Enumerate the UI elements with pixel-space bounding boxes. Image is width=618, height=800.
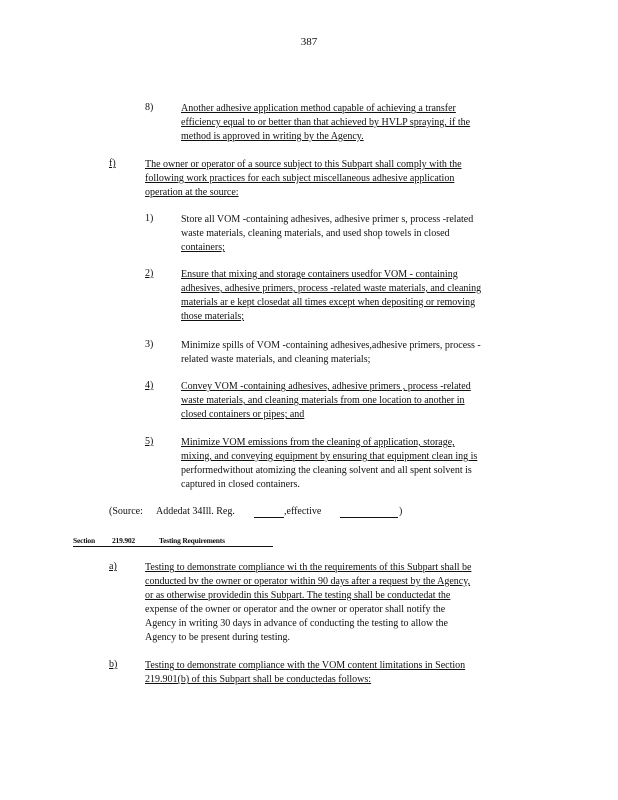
text-line: mixing, and conveying equipment by ensuring that equipment clean ing is: [181, 451, 478, 462]
text-line: Minimize spills of VOM -containing adhesives,adhesive primers, process -: [181, 340, 481, 351]
text-line: operation at the source:: [145, 187, 239, 198]
subitem-1-label: 1): [145, 213, 154, 224]
text-line: Ensure that mixing and storage containers usedfor VOM - containing: [181, 269, 458, 280]
text-line: containers;: [181, 242, 225, 253]
section-heading-rule: [73, 546, 273, 547]
source-added: Addedat 34Ill. Reg.: [156, 506, 235, 517]
text-line: captured in closed containers.: [181, 479, 300, 490]
text-line: Minimize VOM emissions from the cleaning of application, storage,: [181, 437, 455, 448]
text-line: Convey VOM -containing adhesives, adhesive primers , process -related: [181, 381, 471, 392]
text-line: 219.901(b) of this Subpart shall be conductedas follows:: [145, 674, 372, 685]
text-line: Agency to be present during testing.: [145, 632, 290, 643]
text-line: method is approved in writing by the Agency.: [181, 131, 364, 142]
text-line: efficiency equal to or better than that achieved by HVLP spraying, if the: [181, 117, 471, 128]
subitem-3-text: [181, 339, 536, 367]
text-line: materials ar e kept closedat all times except when depositing or removing: [181, 297, 476, 308]
subitem-4-text: [181, 380, 536, 422]
subitem-5-label: 5): [145, 436, 154, 447]
item-f-text: [145, 158, 535, 200]
text-line: Testing to demonstrate compliance wi th the requirements of this Subpart shall be: [145, 562, 472, 573]
date-blank: [254, 507, 284, 518]
source-close: ): [399, 506, 403, 517]
text-line: Another adhesive application method capable of achieving a transfer: [181, 103, 456, 114]
source-prefix: (Source:: [109, 506, 143, 517]
subitem-2-label: 2): [145, 268, 154, 279]
item-b-label: b): [109, 659, 118, 670]
text-line: related waste materials, and cleaning materials;: [181, 354, 371, 365]
item-a-label: a): [109, 561, 117, 572]
text-line: Testing to demonstrate compliance with the VOM content limitations in Section: [145, 660, 466, 671]
source-effective: ,effective: [284, 506, 322, 517]
page-number: 387: [300, 36, 318, 48]
text-line: Agency in writing 30 days in advance of conducting the testing to allow the: [145, 618, 448, 629]
text-line: or as otherwise providedin this Subpart. The testing shall be conductedat the: [145, 590, 451, 601]
item-b-text: [145, 659, 535, 687]
item-8-label: 8): [145, 102, 154, 113]
text-line: following work practices for each subject miscellaneous adhesive application: [145, 173, 455, 184]
subitem-2-text: [181, 268, 536, 324]
text-line: conducted bv the owner or operator within 90 days after a request by the Agency,: [145, 576, 471, 587]
text-line: expense of the owner or operator and the owner or operator shall notify the: [145, 604, 446, 615]
subitem-4-label: 4): [145, 380, 154, 391]
text-line: Store all VOM -containing adhesives, adhesive primer s, process -related: [181, 214, 474, 225]
text-line: adhesives, adhesive primers, process -related waste materials, and cleaning: [181, 283, 482, 294]
section-title: Testing Requirements: [159, 536, 225, 545]
item-f-label: f): [109, 158, 116, 169]
text-line: performedwithout atomizing the cleaning solvent and all spent solvent is: [181, 465, 472, 476]
item-8-text: [181, 102, 536, 144]
section-number: 219.902: [112, 536, 135, 545]
text-line: waste materials, cleaning materials, and used shop towels in closed: [181, 228, 450, 239]
subitem-1-text: [181, 213, 536, 255]
subitem-3-label: 3): [145, 339, 154, 350]
text-line: waste materials, and cleaning materials from one location to another in: [181, 395, 465, 406]
text-line: those materials;: [181, 311, 245, 322]
text-line: closed containers or pipes; and: [181, 409, 305, 420]
item-a-text: [145, 561, 535, 645]
effective-date-blank: [340, 507, 398, 518]
section-label: Section: [73, 536, 95, 545]
subitem-5-text: [181, 436, 536, 492]
text-line: The owner or operator of a source subject to this Subpart shall comply with the: [145, 159, 462, 170]
